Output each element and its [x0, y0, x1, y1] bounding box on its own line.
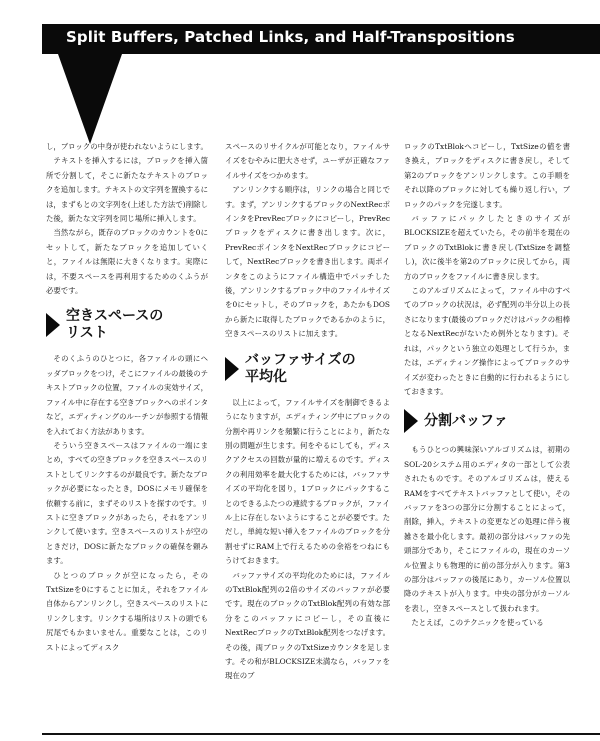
paragraph: ひとつのブロックが空になったら，そのTxtSizeを0にすることに加え，それをファイル自体からアンリンクし，空きスペースのリストにリンクします。リンクする場所はリストの頭でも尻尾でもかまいません。重要なことは，このリストによってディスク	[46, 570, 208, 652]
section-heading-free-space-list	[46, 308, 208, 342]
paragraph: 以上によって，ファイルサイズを制御できるようになりますが，エディティング中にブロックの分割や再リンクを頻繁に行うことにより，新たな別の問題が生じます。何をやるにしても，ディスクアクセスの回数が量的に増えるのです。ディスクの利用効率を最大化するためには，バッファサイズの平均化を図り，1ブロックにパックすることのできるふたつの連続するブロックが，ファイル上に存在しないようにすることが必要です。ただし，単純な短い挿入をファイルのブロックを分割せずにRAM上で行えるための余裕をつねにもうけておきます。	[225, 397, 390, 566]
paragraph: バッファにパックしたときのサイズがBLOCKSIZEを超えていたら，その前半を現在のブロックのTxtBlokに書き戻し(TxtSizeを調整し)，次に後半を第2のブロックに戻してから，両方のブロックをファイルに書き戻します。	[404, 214, 570, 281]
paragraph: もうひとつの興味深いアルゴリズムは，初期のSOL-20システム用のエディタの一部として公表されたものです。そのアルゴリズムは，使えるRAMをすべてテキストバッファとして使い，そのバッファを3つの部分に分割することによって，削除，挿入，テキストの変更などの処理に伴う複雑さを最小化します。最初の部分はバッファの先頭部分であり，そこにファイルの，現在のカーソル位置よりも物理的に前の部分が入ります。第3の部分はバッファの後尾にあり，カーソル位置以降のテキストが入ります。中央の部分がカーソルを表し，空きスペースとして扱われます。	[404, 445, 570, 613]
paragraph: このアルゴリズムによって，ファイル中のすべてのブロックの状況は，必ず配列の半分以上の長さになります(最後のブロックだけはパックの相棒となるNextRecがないため例外となります)。それは，パックという独立の処理として行うか，または，エディティング操作によってブロックのサイズが変わったときに自動的に行われるようにしておきます。	[404, 286, 570, 396]
section-heading-split-buffer	[404, 409, 570, 433]
heading-triangle-icon	[225, 357, 239, 381]
paragraph: ロックのTxtBlokへコピーし，TxtSizeの値を書き換え，ブロックをディスクに書き戻し，そして第2のブロックをアンリンクします。この手順をそれ以降のブロックに対しても繰り返し行い，ブロックのパックを完遂します。	[404, 142, 570, 209]
heading-line: 空きスペースの	[66, 308, 164, 325]
paragraph: アンリンクする順序は，リンクの場合と同じです。まず，アンリンクするブロックのNextRecポインタをPrevRecブロックにコピーし，PrevRecブロックをディスクに書き出します。次に，PrevRecポインタをNextRecブロックにコピーして，NextRecブロックを書き出します。両ポインタをこのようにファイル構造中でパッチした後，アンリンクするブロック中のファイルサイズを0にセットし，そのブロックを，あたかもDOSから新たに取得したブロックであるかのように，空きスペースのリストに加えます。	[225, 185, 390, 339]
bottom-rule	[42, 733, 600, 735]
heading-triangle-icon	[404, 409, 418, 433]
paragraph: スペースのリサイクルが可能となり，ファイルサイズをむやみに肥大させず，ユーザが正確なファイルサイズをつかめます。	[225, 142, 390, 180]
heading-triangle-icon	[46, 313, 60, 337]
chapter-title: Split Buffers, Patched Links, and Half-Transpositions	[66, 28, 515, 46]
section-heading-buffer-size-averaging	[225, 352, 390, 386]
paragraph: バッファサイズの平均化のためには，ファイルのTxtBlok配列の2倍のサイズのバッファが必要です。現在のブロックのTxtBlok配列の有効な部分をこのバッファにコピーし，その直後にNextRecブロックのTxtBlok配列をつなげます。その後，両ブロックのTxtSizeカウンタを足します。その和がBLOCKSIZE未満なら，バッファを現在のブ	[225, 570, 390, 681]
column-3	[404, 140, 570, 631]
heading-line: 分割バッファ	[424, 412, 508, 429]
paragraph: たとえば，このテクニックを使っている	[411, 618, 544, 628]
paragraph: そのくふうのひとつに，各ファイルの頭にヘッダブロックをつけ，そこにファイルの最後のテキストブロックの位置，ファイルの実効サイズ，ファイル中に存在する空きブロックへのポインタなど，エディティングのルーチンが参照する情報を入れておく方法があります。	[46, 354, 209, 436]
paragraph: し，ブロックの中身が使われないようにします。	[46, 142, 208, 151]
heading-line: リスト	[66, 325, 108, 342]
column-1	[46, 140, 208, 655]
paragraph: テキストを挿入するには，ブロックを挿入箇所で分割して，そこに新たなテキストのブロックを追加します。テキストの文字列を置換するには，まずもとの文字列を(上述した方法で)削除した後，新たな文字列を同じ場所に挿入します。	[46, 156, 208, 224]
heading-line: 平均化	[245, 368, 287, 385]
paragraph: そういう空きスペースはファイルの一端にまとめ，すべての空きブロックを空きスペースのリストとしてリンクするのが最良です。新たなブロックが必要になったとき，DOSにメモリ確保を依頼する前に，まずそのリストを探すのです。リストに空きブロックがあったら，それをアンリンクして使います。空きスペースのリストが空のときだけ，DOSに新たなブロックの確保を頼みます。	[46, 440, 208, 566]
heading-line: バッファサイズの	[245, 351, 356, 368]
decorative-triangle	[58, 54, 122, 144]
column-2	[225, 140, 390, 684]
paragraph: 当然ながら，既存のブロックのカウントを0にセットして，新たなブロックを追加していくと，ファイルは無限に大きくなります。実際には，不要スペースを再利用するためのくふうが必要です。	[46, 228, 208, 296]
